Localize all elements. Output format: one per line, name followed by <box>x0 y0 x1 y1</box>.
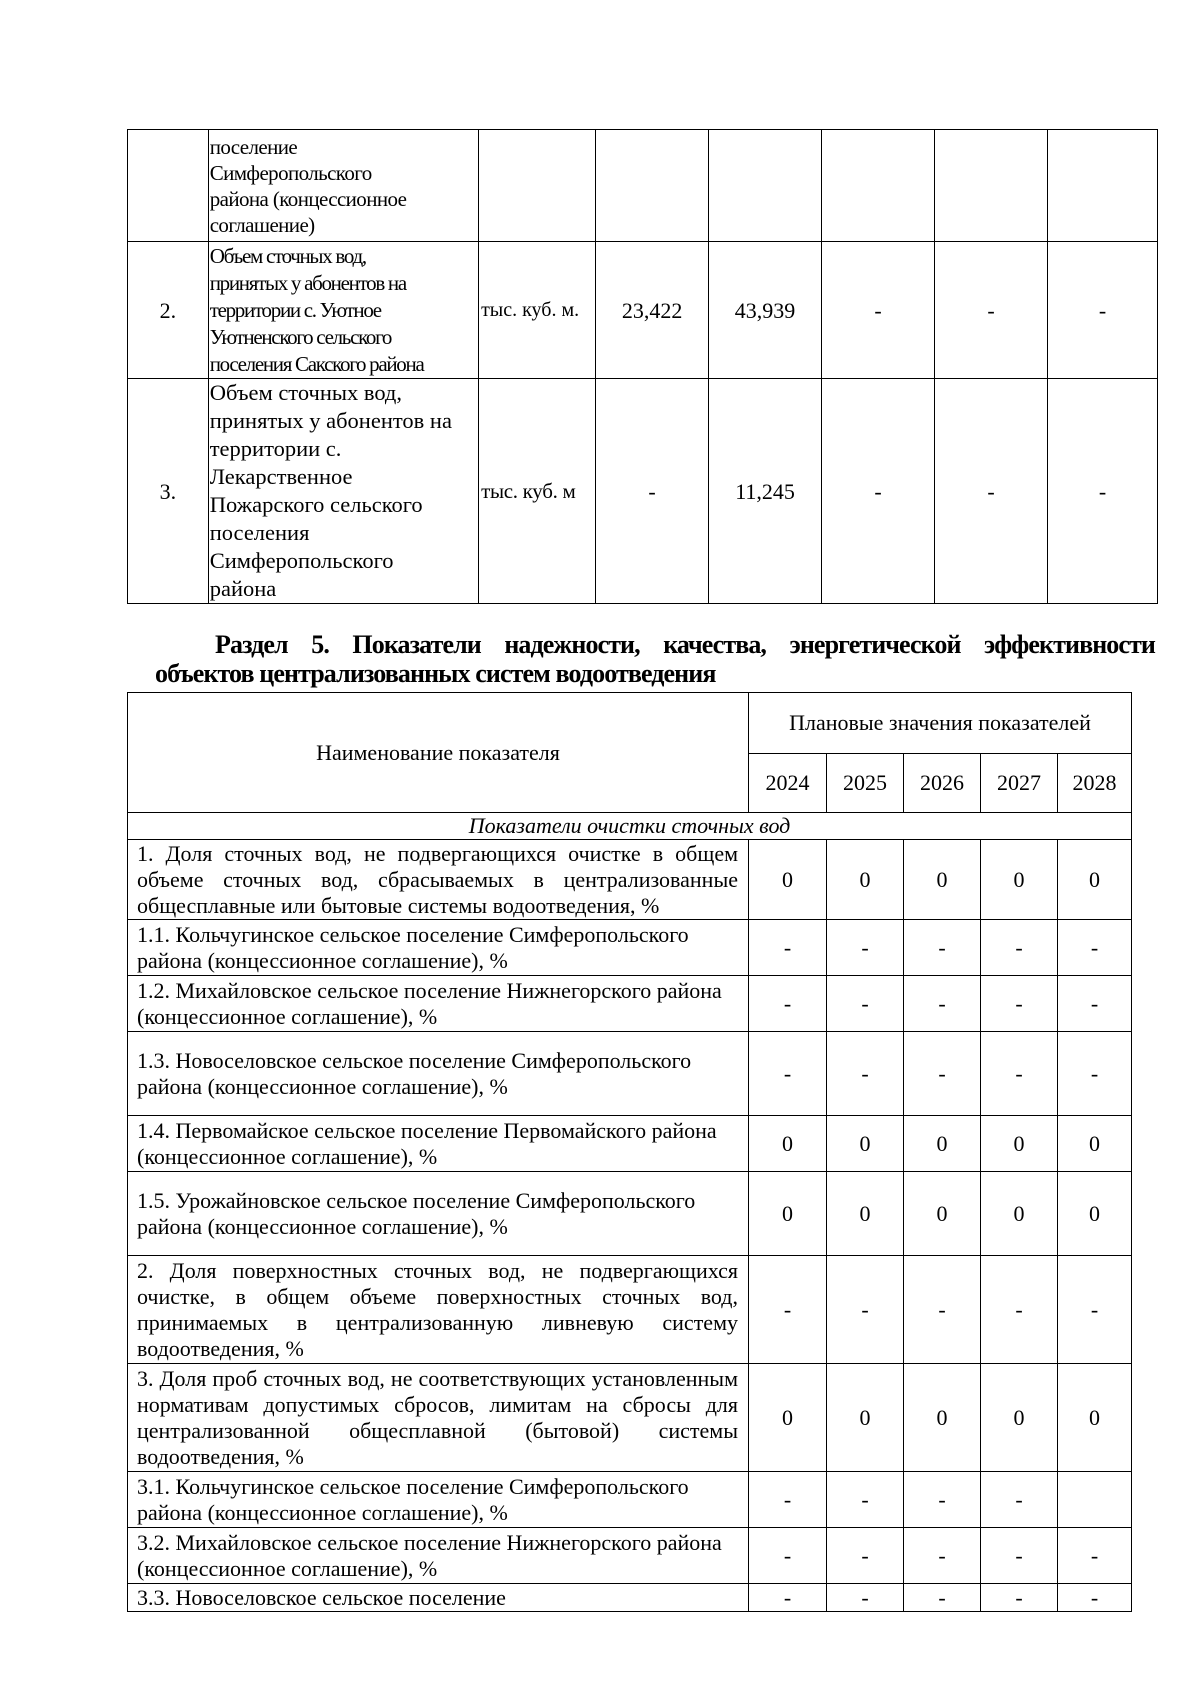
indicator-value: 0 <box>1058 1364 1132 1472</box>
row-value: 23,422 <box>596 242 709 379</box>
indicator-name: 1. Доля сточных вод, не подвергающихся очистке в общем объеме сточных вод, сбрасываемых в централизованные общесплавные или бытовые системы водоотведения, % <box>128 840 749 920</box>
table-row <box>128 1172 1132 1256</box>
indicator-value: 0 <box>827 840 904 920</box>
indicator-name: 3. Доля проб сточных вод, не соответствующих установленным нормативам допустимых сбросов, лимитам на сбросы для централизованной общесплавной (бытовой) системы водоотведения, % <box>128 1364 749 1472</box>
indicator-value: - <box>827 1032 904 1116</box>
indicator-name: 1.5. Урожайновское сельское поселение Симферопольского района (концессионное соглашение), % <box>128 1172 749 1256</box>
row-value <box>1048 130 1158 242</box>
indicator-value: 0 <box>904 1364 981 1472</box>
indicator-value: - <box>1058 1528 1132 1584</box>
indicator-value: - <box>981 1032 1058 1116</box>
indicator-value: - <box>1058 1256 1132 1364</box>
indicator-value: - <box>904 976 981 1032</box>
indicator-value: 0 <box>827 1172 904 1256</box>
indicator-value: - <box>827 976 904 1032</box>
indicator-value: - <box>1058 920 1132 976</box>
indicator-name: 3.1. Кольчугинское сельское поселение Симферопольского района (концессионное соглашение), % <box>128 1472 749 1528</box>
subheader: Показатели очистки сточных вод <box>128 813 1132 840</box>
indicators-table <box>127 692 1132 1612</box>
table-row <box>128 1116 1132 1172</box>
row-number: 2. <box>128 242 209 379</box>
row-name: поселение Симферопольского района (концессионное соглашение) <box>208 130 478 242</box>
row-value: - <box>822 242 935 379</box>
row-value: - <box>935 379 1048 604</box>
indicator-value: - <box>981 1584 1058 1612</box>
table-row <box>128 1364 1132 1472</box>
indicator-value: - <box>749 976 827 1032</box>
indicator-value: - <box>749 1472 827 1528</box>
indicator-value: - <box>904 1256 981 1364</box>
indicator-name: 3.3. Новоселовское сельское поселение <box>128 1584 749 1612</box>
indicator-value: - <box>749 1528 827 1584</box>
indicator-name: 3.2. Михайловское сельское поселение Нижнегорского района (концессионное соглашение), % <box>128 1528 749 1584</box>
indicator-value: 0 <box>981 1364 1058 1472</box>
table-row <box>128 976 1132 1032</box>
indicator-value: 0 <box>981 1116 1058 1172</box>
column-header-name: Наименование показателя <box>128 693 749 813</box>
row-unit: тыс. куб. м. <box>479 242 596 379</box>
indicator-value: - <box>827 920 904 976</box>
indicator-value: - <box>904 1472 981 1528</box>
table-row <box>128 1584 1132 1612</box>
indicator-value: - <box>981 1472 1058 1528</box>
indicator-value: 0 <box>749 1364 827 1472</box>
table-row <box>128 242 1158 379</box>
row-name: Объем сточных вод, принятых у абонентов на территории с. Лекарственное Пожарского сельского поселения Симферопольского района <box>208 379 478 604</box>
indicator-value: 0 <box>827 1116 904 1172</box>
indicator-value: 0 <box>749 840 827 920</box>
row-value <box>822 130 935 242</box>
table-subheader-row <box>128 813 1132 840</box>
indicator-value: - <box>749 1584 827 1612</box>
indicator-value: - <box>827 1584 904 1612</box>
indicator-value: 0 <box>827 1364 904 1472</box>
indicator-value: - <box>827 1528 904 1584</box>
indicator-value: - <box>981 976 1058 1032</box>
indicator-value: 0 <box>1058 840 1132 920</box>
indicator-value: 0 <box>749 1172 827 1256</box>
indicator-value: - <box>827 1256 904 1364</box>
column-header-year: 2028 <box>1058 754 1132 813</box>
section-title-line1: Раздел 5. Показатели надежности, качества, энергетической эффективности <box>215 630 1155 659</box>
row-value: - <box>1048 379 1158 604</box>
indicator-value: - <box>904 1528 981 1584</box>
column-header-year: 2026 <box>904 754 981 813</box>
table-row <box>128 1032 1132 1116</box>
row-number <box>128 130 209 242</box>
table-row <box>128 1528 1132 1584</box>
column-header-year: 2024 <box>749 754 827 813</box>
indicator-name: 1.2. Михайловское сельское поселение Нижнегорского района (концессионное соглашение), % <box>128 976 749 1032</box>
indicator-value: - <box>1058 976 1132 1032</box>
table-header-row <box>128 693 1132 754</box>
indicator-value: - <box>1058 1032 1132 1116</box>
indicator-value: - <box>981 1256 1058 1364</box>
indicator-name: 1.3. Новоселовское сельское поселение Симферопольского района (концессионное соглашение), % <box>128 1032 749 1116</box>
row-unit: тыс. куб. м <box>479 379 596 604</box>
row-value <box>709 130 822 242</box>
indicator-name: 2. Доля поверхностных сточных вод, не подвергающихся очистке, в общем объеме поверхностных сточных вод, принимаемых в централизованную ливневую систему водоотведения, % <box>128 1256 749 1364</box>
indicator-value: - <box>749 1032 827 1116</box>
indicator-value: - <box>749 1256 827 1364</box>
row-value: - <box>822 379 935 604</box>
indicator-value: 0 <box>749 1116 827 1172</box>
row-name: Объем сточных вод, принятых у абонентов на территории с. Уютное Уютненского сельского поселения Сакского района <box>208 242 478 379</box>
row-number: 3. <box>128 379 209 604</box>
table-row <box>128 130 1158 242</box>
column-header-plan: Плановые значения показателей <box>749 693 1132 754</box>
indicator-value: - <box>827 1472 904 1528</box>
row-value: - <box>596 379 709 604</box>
column-header-year: 2025 <box>827 754 904 813</box>
indicator-value: - <box>981 920 1058 976</box>
volume-table <box>127 129 1158 604</box>
indicator-value: - <box>749 920 827 976</box>
indicator-name: 1.4. Первомайское сельское поселение Первомайского района (концессионное соглашение), % <box>128 1116 749 1172</box>
row-unit <box>479 130 596 242</box>
indicator-value: - <box>904 1584 981 1612</box>
indicator-value: 0 <box>1058 1172 1132 1256</box>
indicator-value <box>1058 1472 1132 1528</box>
table-row <box>128 1472 1132 1528</box>
table-row <box>128 840 1132 920</box>
section-title-line2: объектов централизованных систем водоотведения <box>155 659 716 688</box>
indicator-value: - <box>981 1528 1058 1584</box>
indicator-value: - <box>904 1032 981 1116</box>
indicator-value: - <box>1058 1584 1132 1612</box>
indicator-value: 0 <box>1058 1116 1132 1172</box>
row-value <box>596 130 709 242</box>
row-value <box>935 130 1048 242</box>
indicator-value: - <box>904 920 981 976</box>
indicator-name: 1.1. Кольчугинское сельское поселение Симферопольского района (концессионное соглашение), % <box>128 920 749 976</box>
indicator-value: 0 <box>981 840 1058 920</box>
row-value: - <box>935 242 1048 379</box>
indicator-value: 0 <box>904 1172 981 1256</box>
indicator-value: 0 <box>981 1172 1058 1256</box>
section-heading <box>155 630 1155 688</box>
row-value: 43,939 <box>709 242 822 379</box>
indicator-value: 0 <box>904 1116 981 1172</box>
row-value: 11,245 <box>709 379 822 604</box>
indicator-value: 0 <box>904 840 981 920</box>
table-row <box>128 920 1132 976</box>
table-row <box>128 379 1158 604</box>
row-value: - <box>1048 242 1158 379</box>
column-header-year: 2027 <box>981 754 1058 813</box>
table-row <box>128 1256 1132 1364</box>
